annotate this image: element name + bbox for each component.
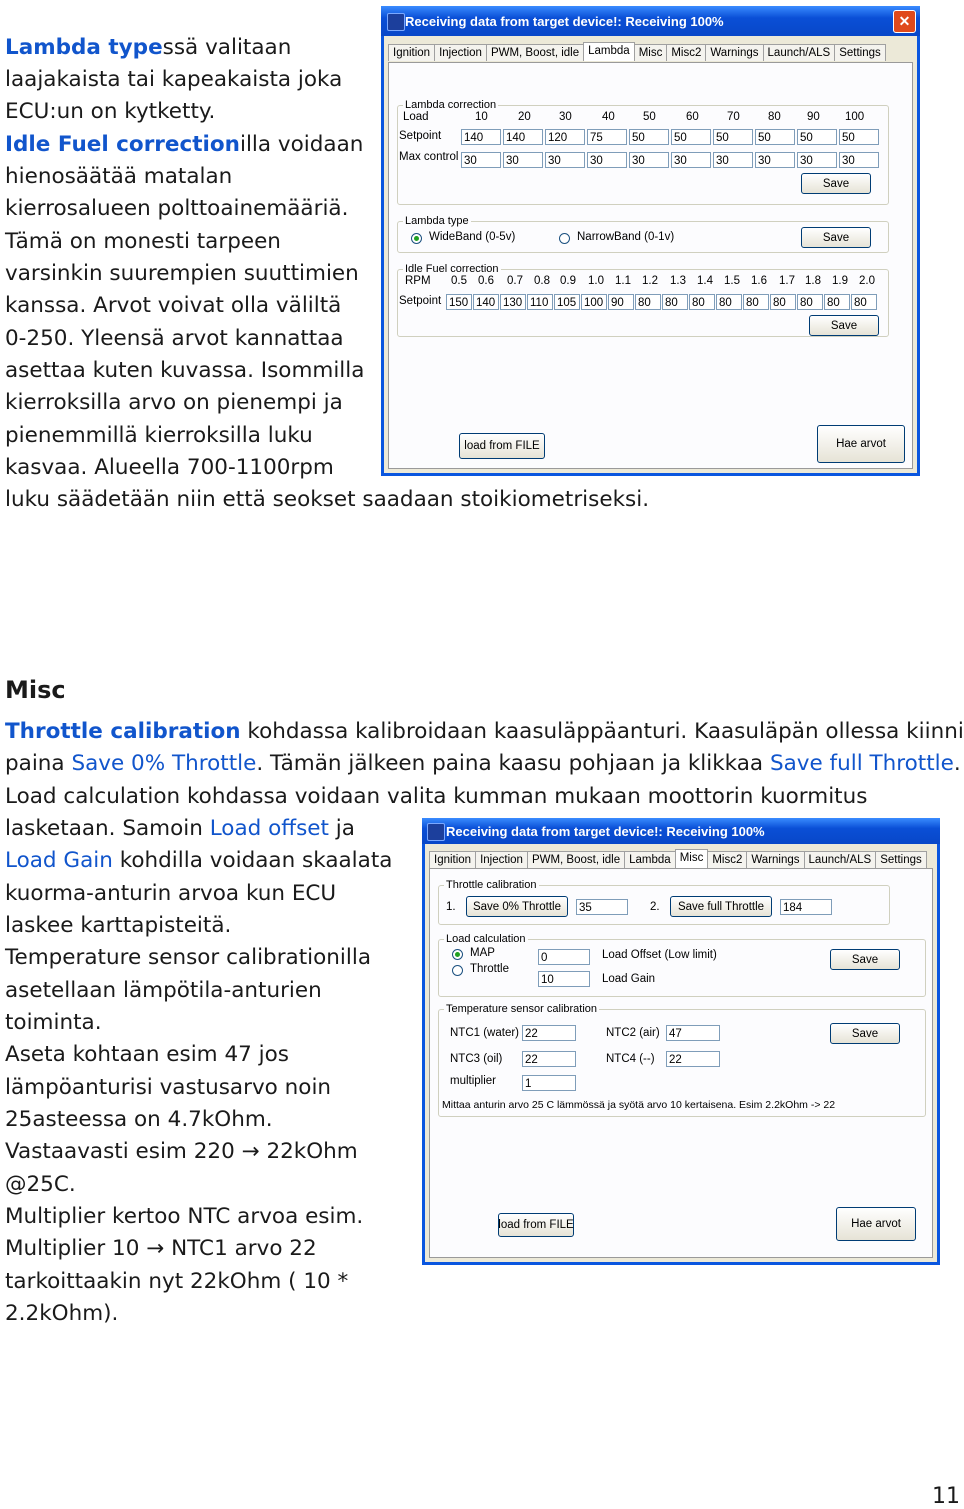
misc-line: Aseta kohtaan esim 47 jos [5,1042,289,1067]
setpoint-cell[interactable]: 50 [629,129,669,145]
load-header: 50 [643,111,656,123]
close-icon[interactable]: ✕ [893,10,916,33]
rpm-header: 1.3 [670,275,686,287]
window-body [425,844,937,1262]
rpm-header: 1.6 [751,275,767,287]
idle-fuel-cell[interactable]: 80 [716,294,742,310]
max-control-cell[interactable]: 30 [755,152,795,168]
max-control-cell[interactable]: 30 [629,152,669,168]
map-label: MAP [470,947,495,959]
group-label: Lambda correction [405,99,497,111]
idle-fuel-cell[interactable]: 150 [446,294,472,310]
idle-fuel-cell[interactable]: 80 [797,294,823,310]
setpoint-cell[interactable]: 50 [755,129,795,145]
tab-launch-als[interactable]: Launch/ALS [804,851,877,868]
temp-save-button[interactable]: Save [830,1023,900,1044]
hae-arvot-button[interactable]: Hae arvot [817,425,905,463]
rpm-header: 0.7 [507,275,523,287]
throttle-zero-value: 35 [576,899,628,915]
hae-arvot-button[interactable]: Hae arvot [836,1207,916,1241]
intro-line: pienemmillä kierroksilla luku [5,423,313,448]
ntc2-input[interactable]: 47 [666,1025,720,1041]
max-control-cell[interactable]: 30 [839,152,879,168]
step-number: 1. [446,901,456,913]
throttle-full-value: 184 [780,899,832,915]
rpm-header: 1.7 [779,275,795,287]
throttle-radio[interactable] [452,965,463,976]
tab-lambda[interactable]: Lambda [624,851,676,868]
max-control-cell[interactable]: 30 [503,152,543,168]
intro-line: laajakaista tai kapeakaista joka [5,67,343,92]
rpm-header: 1.8 [805,275,821,287]
misc-line: lämpöanturisi vastusarvo noin [5,1075,332,1100]
misc-line: tarkoittaakin nyt 22kOhm ( 10 * [5,1269,349,1294]
intro-line: kierroksilla arvo on pienempi ja [5,390,343,415]
misc-line: toiminta. [5,1010,102,1035]
tab-pwm-boost-idle[interactable]: PWM, Boost, idle [527,851,625,868]
tab-panel [388,62,913,469]
load-header: 100 [845,111,865,123]
misc-heading: Misc [5,676,66,704]
load-header: 70 [727,111,740,123]
ntc4-label: NTC4 (--) [606,1053,655,1065]
narrowband-label: NarrowBand (0-1v) [577,231,675,243]
misc-line: 25asteessa on 4.7kOhm. [5,1107,273,1132]
max-control-cell[interactable]: 30 [545,152,585,168]
tab-bar [429,848,926,870]
throttle-label: Throttle [470,963,509,975]
tab-ignition[interactable]: Ignition [429,851,476,868]
load-label: Load [403,111,429,123]
intro-line: Lambda typessä valitaan [5,35,292,60]
setpoint-cell[interactable]: 120 [545,129,585,145]
tab-launch-als[interactable]: Launch/ALS [763,44,836,61]
setpoint-cell[interactable]: 50 [797,129,837,145]
rpm-header: 1.9 [832,275,848,287]
max-control-label: Max control [399,151,459,163]
intro-line: kasvaa. Alueella 700-1100rpm [5,455,334,480]
rpm-header: 1.0 [588,275,604,287]
group-label: Temperature sensor calibration [446,1003,598,1015]
narrowband-radio[interactable] [559,233,570,244]
idle-fuel-cell[interactable]: 80 [770,294,796,310]
max-control-cell[interactable]: 30 [461,152,501,168]
setpoint-cell[interactable]: 75 [587,129,627,145]
ntc3-input[interactable]: 22 [522,1051,576,1067]
tab-misc[interactable]: Misc [675,849,709,868]
idle-fuel-cell[interactable]: 100 [581,294,607,310]
max-control-cell[interactable]: 30 [671,152,711,168]
misc-line: Temperature sensor calibrationilla [5,945,371,970]
load-gain-input[interactable]: 10 [538,971,590,987]
arrow-icon: → [241,1139,260,1164]
tab-lambda[interactable]: Lambda [583,42,635,61]
misc-line: 2.2kOhm). [5,1301,119,1326]
tab-pwm-boost-idle[interactable]: PWM, Boost, idle [486,44,584,61]
intro-line: hienosäätää matalan [5,164,233,189]
setpoint-cell[interactable]: 140 [503,129,543,145]
tab-settings[interactable]: Settings [875,851,927,868]
tab-misc2[interactable]: Misc2 [707,851,747,868]
tab-injection[interactable]: Injection [434,44,487,61]
rpm-header: 1.5 [724,275,740,287]
misc-line: Vastaavasti esim 220 → 22kOhm [5,1139,358,1164]
rpm-header: 0.5 [451,275,467,287]
tab-injection[interactable]: Injection [475,851,528,868]
map-radio[interactable] [452,949,463,960]
arrow-icon: → [146,1236,165,1261]
misc-line: Throttle calibration kohdassa kalibroidaan kaasuläppäanturi. Kaasuläpän ollessa kiinni [5,719,964,744]
tab-panel [429,868,933,1258]
intro-line: asettaa kuten kuvassa. Isommilla [5,358,365,383]
app-icon [427,823,445,841]
ntc3-label: NTC3 (oil) [450,1053,503,1065]
load-from-file-button[interactable]: load from FILE [459,433,545,459]
misc-line: kuorma-anturin arvoa kun ECU [5,881,337,906]
window-titlebar [422,818,940,844]
load-header: 40 [602,111,615,123]
misc-line: asetellaan lämpötila-anturien [5,978,322,1003]
group-label: Load calculation [446,933,526,945]
window-title: Receiving data from target device!: Receiving 100% [446,824,765,839]
ntc4-input[interactable]: 22 [666,1051,720,1067]
max-control-cell[interactable]: 30 [713,152,753,168]
misc-line: Load Gain kohdilla voidaan skaalata [5,848,393,873]
rpm-header: 1.2 [642,275,658,287]
app-icon [387,13,405,31]
ntc1-label: NTC1 (water) [450,1027,520,1039]
idle-fuel-cell[interactable]: 80 [662,294,688,310]
tab-misc2[interactable]: Misc2 [666,44,706,61]
tab-warnings[interactable]: Warnings [746,851,804,868]
setpoint-cell[interactable]: 50 [713,129,753,145]
lambda-correction-save-button[interactable]: Save [801,173,871,194]
misc-line: paina Save 0% Throttle. Tämän jälkeen paina kaasu pohjaan ja klikkaa Save full Throttle. [5,751,961,776]
group-label: Idle Fuel correction [405,263,499,275]
idle-fuel-cell[interactable]: 130 [500,294,526,310]
idle-fuel-cell[interactable]: 80 [824,294,850,310]
page-number: 11 [932,1484,960,1509]
intro-line: varsinkin suurempien suuttimien [5,261,359,286]
rpm-label: RPM [405,275,431,287]
intro-line: Idle Fuel correctionilla voidaan [5,132,364,157]
idle-fuel-cell[interactable]: 80 [635,294,661,310]
idle-fuel-cell[interactable]: 110 [527,294,553,310]
load-header: 90 [807,111,820,123]
idle-fuel-save-button[interactable]: Save [809,315,879,336]
load-offset-input[interactable]: 0 [538,949,590,965]
intro-line: Tämä on monesti tarpeen [5,229,281,254]
intro-line: 0-250. Yleensä arvot kannattaa [5,326,344,351]
misc-window [422,818,940,1265]
load-from-file-button[interactable]: load from FILE [498,1213,574,1237]
tab-ignition[interactable]: Ignition [388,44,435,61]
wideband-label: WideBand (0-5v) [429,231,516,243]
load-header: 10 [475,111,488,123]
wideband-radio[interactable] [411,233,422,244]
setpoint-label: Setpoint [399,130,442,142]
load-offset-label: Load Offset (Low limit) [602,949,717,961]
load-header: 30 [559,111,572,123]
idle-fuel-cell[interactable]: 80 [743,294,769,310]
load-header: 20 [518,111,531,123]
idle-fuel-cell[interactable]: 90 [608,294,634,310]
max-control-cell[interactable]: 30 [587,152,627,168]
window-titlebar [381,6,920,36]
misc-line: Load calculation kohdassa voidaan valita kumman mukaan moottorin kuormitus [5,784,868,809]
rpm-header: 1.1 [615,275,631,287]
load-header: 60 [686,111,699,123]
ntc1-input[interactable]: 22 [522,1025,576,1041]
window-body [384,36,917,473]
tab-bar [388,41,885,63]
intro-line: kierrosalueen polttoainemääriä. [5,196,349,221]
idle-fuel-cell[interactable]: 140 [473,294,499,310]
misc-line: laskee karttapisteitä. [5,913,232,938]
tab-settings[interactable]: Settings [834,44,886,61]
rpm-header: 0.6 [478,275,494,287]
ntc2-label: NTC2 (air) [606,1027,660,1039]
setpoint-cell[interactable]: 50 [839,129,879,145]
load-gain-label: Load Gain [602,973,656,985]
group-label: Lambda type [405,215,469,227]
idle-fuel-cell[interactable]: 80 [689,294,715,310]
rpm-header: 1.4 [697,275,713,287]
intro-line: kanssa. Arvot voivat olla väliltä [5,293,342,318]
idle-fuel-cell[interactable]: 80 [851,294,877,310]
temp-note: Mittaa anturin arvo 25 C lämmössä ja syötä arvo 10 kertaisena. Esim 2.2kOhm -> 22 [442,1099,836,1111]
load-header: 80 [768,111,781,123]
group-label: Throttle calibration [446,879,537,891]
max-control-cell[interactable]: 30 [797,152,837,168]
rpm-header: 2.0 [859,275,875,287]
misc-line: Multiplier 10 → NTC1 arvo 22 [5,1236,317,1261]
misc-line: @25C. [5,1172,76,1197]
tab-warnings[interactable]: Warnings [705,44,763,61]
misc-line: Multiplier kertoo NTC arvoa esim. [5,1204,364,1229]
idle-fuel-cell[interactable]: 105 [554,294,580,310]
rpm-header: 0.8 [534,275,550,287]
setpoint-cell[interactable]: 50 [671,129,711,145]
multiplier-label: multiplier [450,1075,497,1087]
lambda-type-save-button[interactable]: Save [801,227,871,248]
step-number: 2. [650,901,660,913]
save-0-throttle-button[interactable]: Save 0% Throttle [466,896,568,917]
intro-line: ECU:un on kytketty. [5,99,216,124]
setpoint-cell[interactable]: 140 [461,129,501,145]
intro-line: luku säädetään niin että seokset saadaan stoikiometriseksi. [5,487,650,512]
tab-misc[interactable]: Misc [634,44,668,61]
misc-line: lasketaan. Samoin Load offset ja [5,816,355,841]
load-calc-save-button[interactable]: Save [830,949,900,970]
multiplier-input[interactable]: 1 [522,1075,576,1091]
save-full-throttle-button[interactable]: Save full Throttle [670,896,772,917]
idle-setpoint-label: Setpoint [399,295,442,307]
rpm-header: 0.9 [560,275,576,287]
lambda-window [381,6,920,476]
window-title: Receiving data from target device!: Receiving 100% [405,14,724,29]
